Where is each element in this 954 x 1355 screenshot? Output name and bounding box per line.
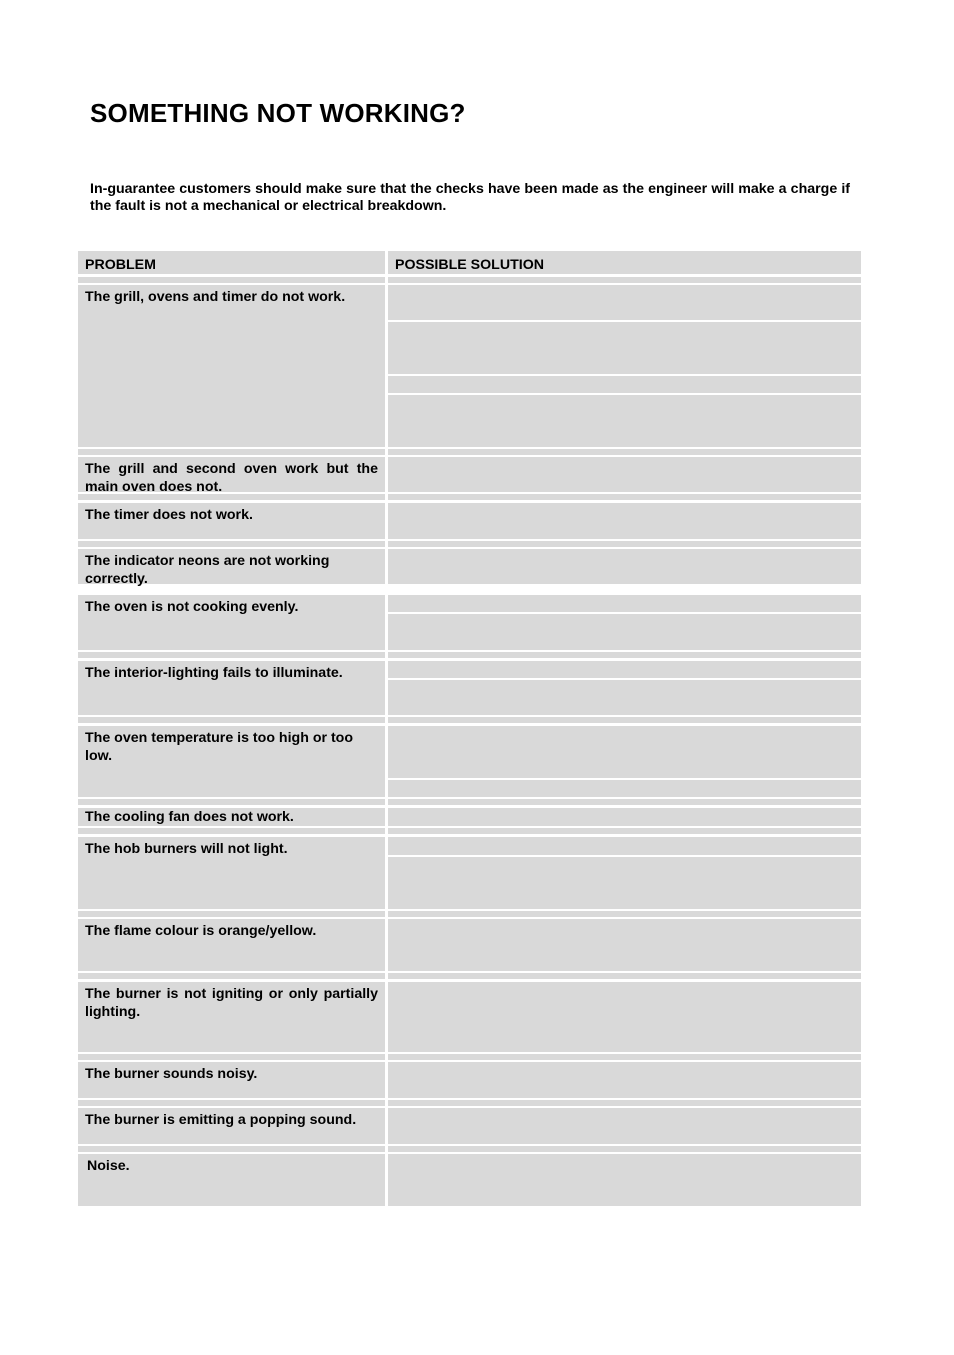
problem-cell: The flame colour is orange/yellow.	[78, 919, 385, 971]
solution-cell	[388, 837, 861, 855]
spacer-row	[78, 541, 385, 547]
solution-cell	[388, 457, 861, 492]
spacer-row	[388, 1100, 861, 1106]
spacer-row	[78, 717, 385, 723]
solution-cell	[388, 376, 861, 393]
spacer-row	[388, 449, 861, 455]
spacer-row	[388, 828, 861, 834]
spacer-row	[388, 717, 861, 723]
spacer-row	[78, 1146, 385, 1152]
solution-cell	[388, 661, 861, 678]
spacer-row	[388, 973, 861, 979]
solution-cell	[388, 780, 861, 797]
spacer-row	[388, 494, 861, 500]
problem-cell: The hob burners will not light.	[78, 837, 385, 909]
spacer-row	[78, 277, 385, 283]
solution-cell	[388, 1154, 861, 1206]
problem-cell: The burner sounds noisy.	[78, 1062, 385, 1098]
solution-cell	[388, 285, 861, 320]
solution-cell	[388, 549, 861, 584]
solution-cell	[388, 614, 861, 650]
spacer-row	[78, 494, 385, 500]
solution-cell	[388, 808, 861, 826]
problem-cell: The oven temperature is too high or too low.	[78, 726, 385, 797]
problem-column-header: PROBLEM	[78, 251, 385, 274]
problem-cell: The burner is not igniting or only partially lighting.	[78, 982, 385, 1052]
spacer-row	[78, 828, 385, 834]
problem-cell: The burner is emitting a popping sound.	[78, 1108, 385, 1144]
spacer-row	[388, 541, 861, 547]
problem-cell: The cooling fan does not work.	[78, 808, 385, 826]
solution-cell	[388, 503, 861, 539]
page-title: SOMETHING NOT WORKING?	[90, 98, 466, 128]
spacer-row	[388, 1054, 861, 1060]
spacer-row	[388, 1146, 861, 1152]
spacer-row	[78, 799, 385, 805]
solution-cell	[388, 595, 861, 612]
spacer-row	[78, 1054, 385, 1060]
solution-cell	[388, 1062, 861, 1098]
solution-cell	[388, 919, 861, 971]
problem-cell: The timer does not work.	[78, 503, 385, 539]
problem-cell: The interior-lighting fails to illuminate.	[78, 661, 385, 715]
intro-paragraph: In-guarantee customers should make sure that the checks have been made as the engineer will make a charge if the fault is not a mechanical or electrical breakdown.	[90, 181, 850, 214]
problem-cell: The grill, ovens and timer do not work.	[78, 285, 385, 447]
problem-cell: The indicator neons are not working correctly.	[78, 549, 385, 584]
spacer-row	[78, 911, 385, 917]
solution-cell	[388, 726, 861, 778]
spacer-row	[388, 652, 861, 658]
spacer-row	[388, 277, 861, 283]
spacer-row	[78, 973, 385, 979]
solution-cell	[388, 1108, 861, 1144]
spacer-row	[78, 1100, 385, 1106]
spacer-row	[78, 449, 385, 455]
spacer-row	[388, 799, 861, 805]
solution-cell	[388, 395, 861, 447]
problem-cell: The grill and second oven work but the main oven does not.	[78, 457, 385, 492]
solution-cell	[388, 857, 861, 909]
solution-column-header: POSSIBLE SOLUTION	[388, 251, 861, 274]
spacer-row	[78, 652, 385, 658]
solution-cell	[388, 982, 861, 1052]
solution-cell	[388, 322, 861, 374]
problem-cell: Noise.	[78, 1154, 385, 1206]
spacer-row	[388, 911, 861, 917]
solution-cell	[388, 680, 861, 715]
problem-cell: The oven is not cooking evenly.	[78, 595, 385, 650]
